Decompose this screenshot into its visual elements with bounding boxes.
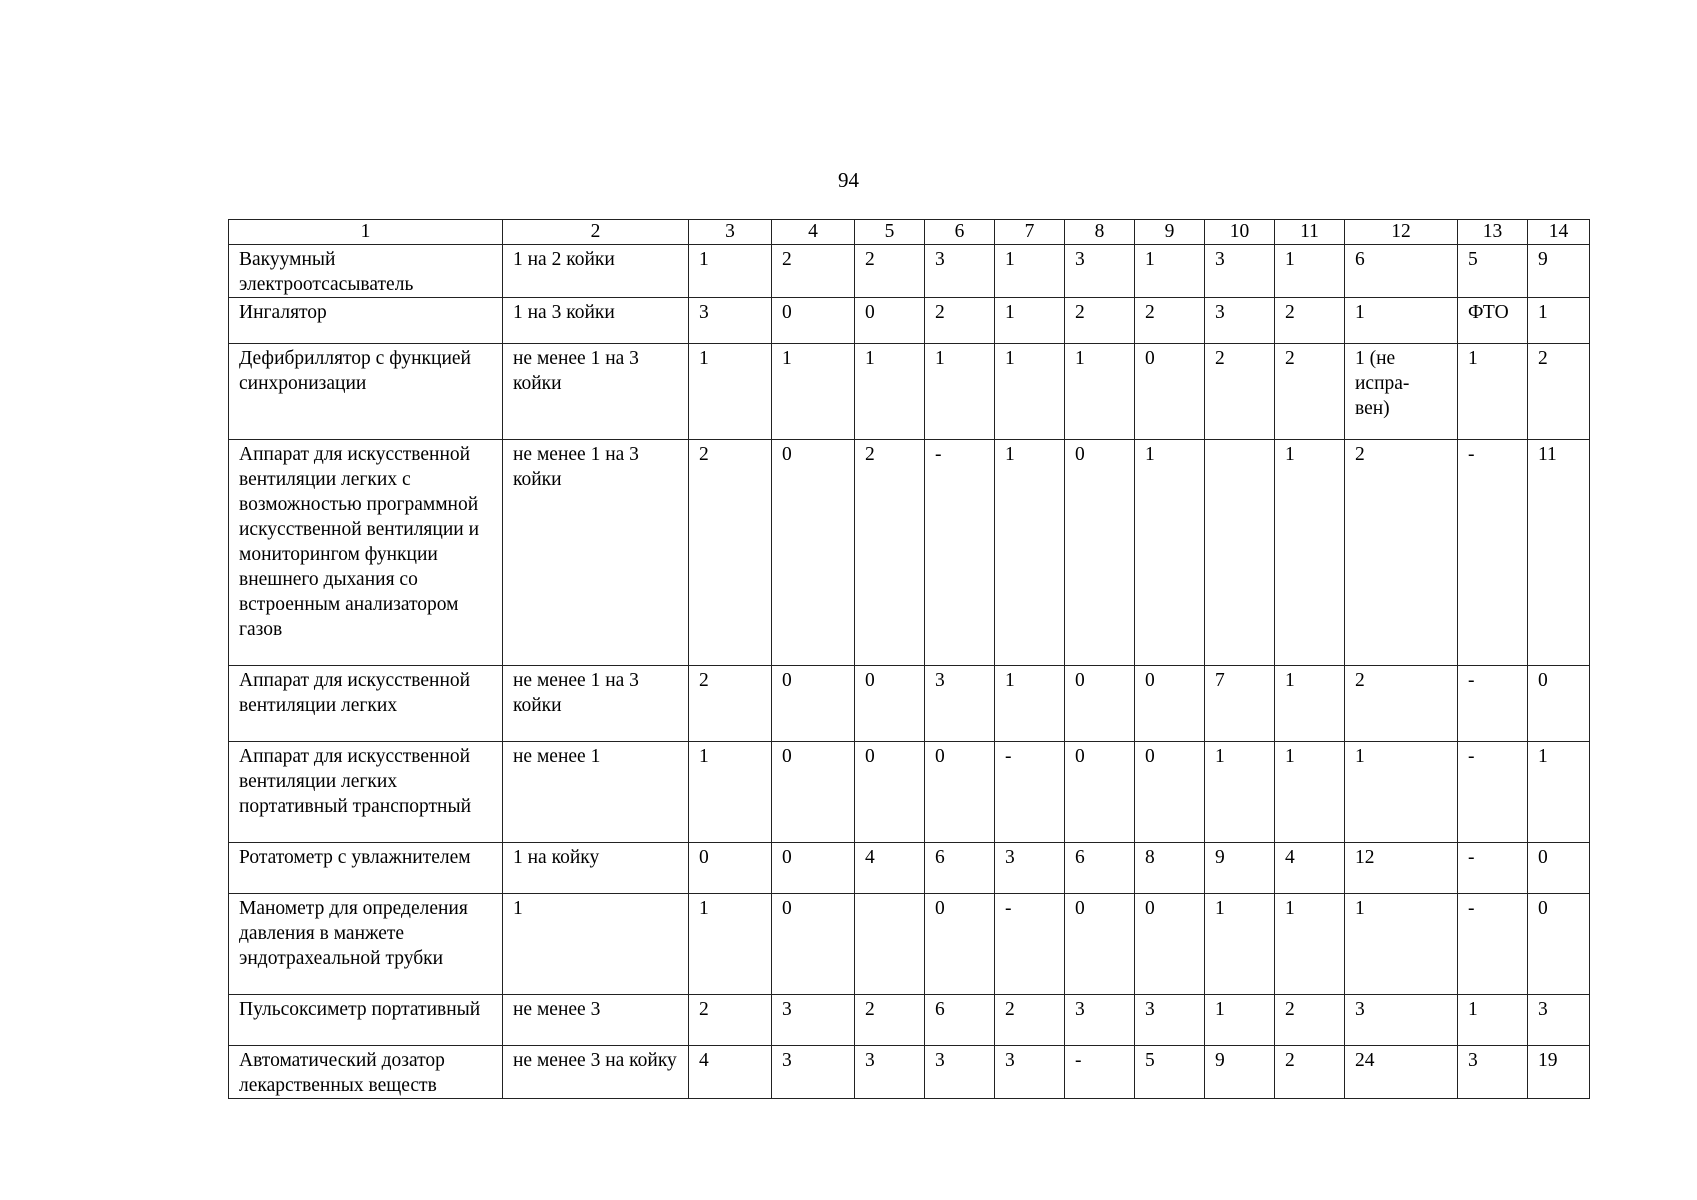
value-cell: 0: [1135, 344, 1205, 440]
table-row: [229, 843, 1590, 894]
equipment-norm: 1 на 3 койки: [503, 298, 689, 344]
column-number: 14: [1528, 220, 1590, 245]
value-cell: 2: [772, 245, 855, 298]
equipment-name: Ингалятор: [229, 298, 503, 344]
value-cell: 3: [925, 1046, 995, 1099]
value-cell: 2: [1345, 666, 1458, 742]
value-cell: 0: [1065, 742, 1135, 843]
equipment-table: [228, 219, 1590, 1099]
column-number: 7: [995, 220, 1065, 245]
value-cell: 1: [925, 344, 995, 440]
value-cell: 0: [1135, 666, 1205, 742]
value-cell: 1: [1135, 245, 1205, 298]
equipment-name: Автоматический дозатор лекарственных веществ: [229, 1046, 503, 1099]
value-cell: 2: [1065, 298, 1135, 344]
value-cell: 1: [1458, 344, 1528, 440]
value-cell: 1: [689, 344, 772, 440]
equipment-name: Манометр для определения давления в манжете эндотрахеальной трубки: [229, 894, 503, 995]
value-cell: 1: [1135, 440, 1205, 666]
value-cell: 12: [1345, 843, 1458, 894]
page-number: 94: [838, 168, 859, 192]
column-number: 3: [689, 220, 772, 245]
value-cell: 2: [1205, 344, 1275, 440]
value-cell: 1: [995, 344, 1065, 440]
value-cell: 3: [855, 1046, 925, 1099]
column-number: 2: [503, 220, 689, 245]
value-cell: 6: [1345, 245, 1458, 298]
column-number: 6: [925, 220, 995, 245]
value-cell: 3: [1458, 1046, 1528, 1099]
value-cell: 1: [689, 742, 772, 843]
value-cell: 1: [1528, 742, 1590, 843]
value-cell: 0: [772, 298, 855, 344]
value-cell: 0: [1528, 666, 1590, 742]
value-cell: 3: [1205, 245, 1275, 298]
equipment-name: Аппарат для искусственной вентиляции легких: [229, 666, 503, 742]
value-cell: 3: [925, 245, 995, 298]
value-cell: -: [1458, 440, 1528, 666]
value-cell: 19: [1528, 1046, 1590, 1099]
value-cell: 2: [995, 995, 1065, 1046]
table-row: [229, 995, 1590, 1046]
value-cell: 0: [925, 894, 995, 995]
equipment-norm: 1: [503, 894, 689, 995]
value-cell: 1: [1205, 894, 1275, 995]
value-cell: -: [1458, 742, 1528, 843]
equipment-norm: не менее 3: [503, 995, 689, 1046]
column-number: 1: [229, 220, 503, 245]
equipment-norm: не менее 1 на 3 койки: [503, 440, 689, 666]
equipment-norm: не менее 1 на 3 койки: [503, 666, 689, 742]
value-cell: -: [1458, 666, 1528, 742]
value-cell: 0: [1528, 894, 1590, 995]
value-cell: 0: [772, 843, 855, 894]
value-cell: 2: [1275, 298, 1345, 344]
value-cell: 1: [1275, 440, 1345, 666]
value-cell: -: [1458, 894, 1528, 995]
column-number: 12: [1345, 220, 1458, 245]
value-cell: 3: [772, 995, 855, 1046]
value-cell: [1205, 440, 1275, 666]
equipment-norm: не менее 1 на 3 койки: [503, 344, 689, 440]
value-cell: 1: [1458, 995, 1528, 1046]
value-cell: 0: [855, 298, 925, 344]
value-cell: 5: [1458, 245, 1528, 298]
value-cell: 6: [925, 843, 995, 894]
value-cell: 1: [855, 344, 925, 440]
column-number: 9: [1135, 220, 1205, 245]
value-cell: 0: [855, 742, 925, 843]
value-cell: 2: [1345, 440, 1458, 666]
value-cell: 1: [1205, 742, 1275, 843]
value-cell: ФТО: [1458, 298, 1528, 344]
value-cell: -: [995, 894, 1065, 995]
equipment-name: Дефибриллятор с функцией синхронизации: [229, 344, 503, 440]
value-cell: 1: [995, 440, 1065, 666]
equipment-norm: 1 на 2 койки: [503, 245, 689, 298]
equipment-name: Вакуумный электроотсасыватель: [229, 245, 503, 298]
value-cell: 2: [1528, 344, 1590, 440]
column-number: 11: [1275, 220, 1345, 245]
value-cell: 9: [1205, 843, 1275, 894]
value-cell: -: [995, 742, 1065, 843]
value-cell: 2: [855, 995, 925, 1046]
column-number: 13: [1458, 220, 1528, 245]
value-cell: 3: [1135, 995, 1205, 1046]
equipment-norm: 1 на койку: [503, 843, 689, 894]
value-cell: 9: [1528, 245, 1590, 298]
column-number: 5: [855, 220, 925, 245]
column-number: 8: [1065, 220, 1135, 245]
value-cell: 1: [1528, 298, 1590, 344]
value-cell: 3: [995, 843, 1065, 894]
value-cell: 0: [1065, 894, 1135, 995]
value-cell: 4: [855, 843, 925, 894]
value-cell: 6: [1065, 843, 1135, 894]
value-cell: 2: [689, 995, 772, 1046]
value-cell: -: [1065, 1046, 1135, 1099]
value-cell: 2: [925, 298, 995, 344]
table-row: [229, 245, 1590, 298]
column-number-row: [229, 220, 1590, 245]
value-cell: 11: [1528, 440, 1590, 666]
table-row: [229, 344, 1590, 440]
value-cell: 1: [1275, 894, 1345, 995]
table-row: [229, 298, 1590, 344]
value-cell: 3: [1205, 298, 1275, 344]
column-number: 4: [772, 220, 855, 245]
value-cell: 3: [995, 1046, 1065, 1099]
value-cell: 2: [1275, 344, 1345, 440]
value-cell: [855, 894, 925, 995]
value-cell: 1: [1275, 245, 1345, 298]
equipment-name: Пульсоксиметр портативный: [229, 995, 503, 1046]
value-cell: 1: [1275, 666, 1345, 742]
equipment-name: Аппарат для искусственной вентиляции легких портативный транспортный: [229, 742, 503, 843]
value-cell: 7: [1205, 666, 1275, 742]
value-cell: 3: [1528, 995, 1590, 1046]
value-cell: 0: [772, 666, 855, 742]
value-cell: 2: [855, 245, 925, 298]
value-cell: 0: [1065, 440, 1135, 666]
value-cell: 0: [1135, 894, 1205, 995]
value-cell: 3: [1345, 995, 1458, 1046]
value-cell: 1: [995, 666, 1065, 742]
value-cell: 0: [855, 666, 925, 742]
value-cell: 3: [1065, 995, 1135, 1046]
table-row: [229, 894, 1590, 995]
value-cell: 1: [689, 894, 772, 995]
value-cell: 2: [689, 440, 772, 666]
table-row: [229, 440, 1590, 666]
value-cell: 3: [1065, 245, 1135, 298]
value-cell: 3: [689, 298, 772, 344]
value-cell: 1: [1345, 298, 1458, 344]
value-cell: 24: [1345, 1046, 1458, 1099]
value-cell: 3: [772, 1046, 855, 1099]
value-cell: 2: [855, 440, 925, 666]
value-cell: 1: [995, 298, 1065, 344]
value-cell: 1: [1205, 995, 1275, 1046]
value-cell: 1: [995, 245, 1065, 298]
value-cell: 2: [1275, 1046, 1345, 1099]
table-row: [229, 742, 1590, 843]
equipment-name: Аппарат для искусственной вентиляции легких с возможностью программной искусственной вентиляции и мониторингом функции внешнего дыхания со встроенным анализатором газов: [229, 440, 503, 666]
value-cell: 1: [772, 344, 855, 440]
value-cell: 9: [1205, 1046, 1275, 1099]
table-row: [229, 1046, 1590, 1099]
value-cell: 5: [1135, 1046, 1205, 1099]
equipment-norm: не менее 1: [503, 742, 689, 843]
value-cell: 1: [1345, 742, 1458, 843]
column-number: 10: [1205, 220, 1275, 245]
value-cell: 4: [1275, 843, 1345, 894]
value-cell: 8: [1135, 843, 1205, 894]
value-cell: 0: [772, 742, 855, 843]
value-cell: 3: [925, 666, 995, 742]
equipment-name: Ротатометр с увлажнителем: [229, 843, 503, 894]
value-cell: -: [1458, 843, 1528, 894]
value-cell: 0: [925, 742, 995, 843]
value-cell: 0: [1135, 742, 1205, 843]
value-cell: 1: [1275, 742, 1345, 843]
equipment-norm: не менее 3 на койку: [503, 1046, 689, 1099]
value-cell: 0: [1528, 843, 1590, 894]
value-cell: 4: [689, 1046, 772, 1099]
table-row: [229, 666, 1590, 742]
value-cell: 1: [1345, 894, 1458, 995]
value-cell: 0: [772, 440, 855, 666]
value-cell: 2: [1275, 995, 1345, 1046]
value-cell: 1: [689, 245, 772, 298]
value-cell: 2: [689, 666, 772, 742]
value-cell: 0: [689, 843, 772, 894]
value-cell: 1: [1065, 344, 1135, 440]
value-cell: 2: [1135, 298, 1205, 344]
value-cell: 1 (не испра-вен): [1345, 344, 1458, 440]
value-cell: 0: [1065, 666, 1135, 742]
value-cell: -: [925, 440, 995, 666]
value-cell: 0: [772, 894, 855, 995]
value-cell: 6: [925, 995, 995, 1046]
